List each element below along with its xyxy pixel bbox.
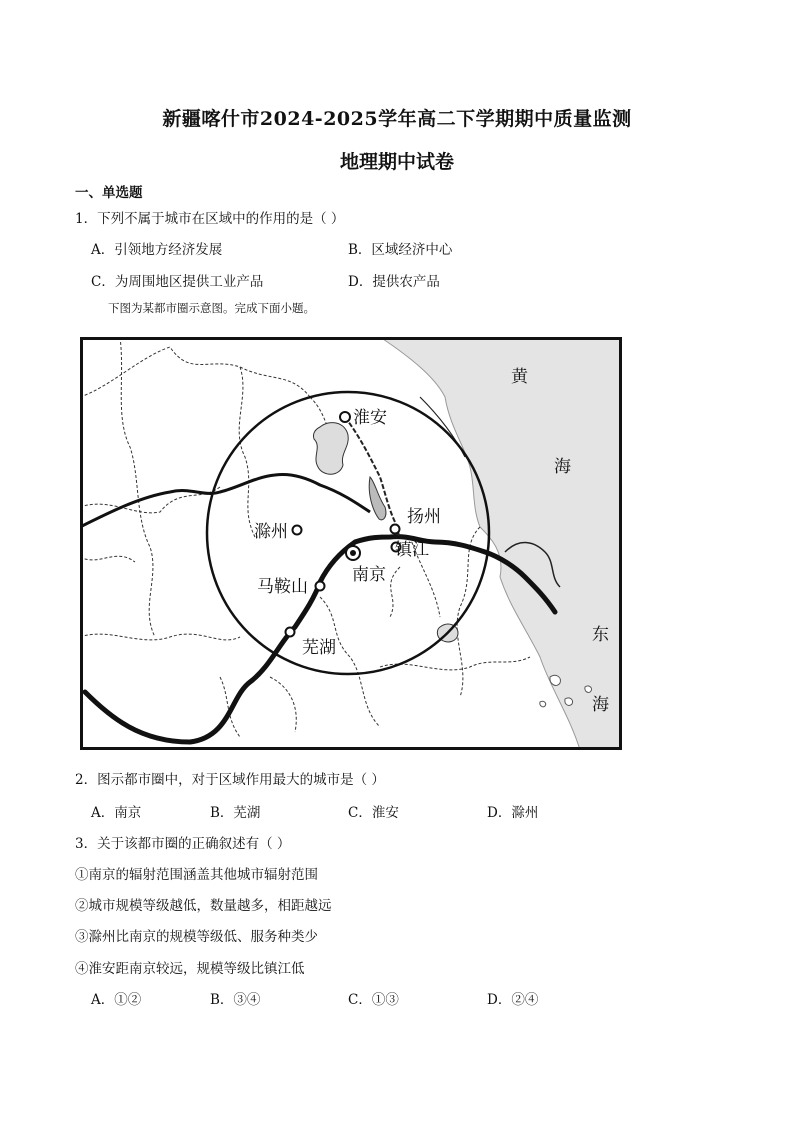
island [540, 701, 546, 706]
wuhu-marker [286, 628, 295, 637]
q2-option-a: A．南京 [91, 805, 142, 821]
island [550, 675, 560, 685]
lake [369, 477, 386, 520]
question-1-stem: 1．下列不属于城市在区域中的作用的是（ ） [75, 211, 345, 227]
island [585, 686, 592, 692]
zhenjiang-label: 镇江 [395, 540, 429, 560]
chuzhou-label: 滁州 [254, 522, 288, 542]
section-heading: 一、单选题 [75, 185, 143, 201]
q3-option-a: A．①② [91, 992, 142, 1008]
q3-option-d: D．②④ [487, 992, 539, 1008]
q2-option-b: B．芜湖 [210, 805, 261, 821]
nanjing-label: 南京 [352, 565, 386, 585]
chuzhou-marker [293, 526, 302, 535]
question-2-stem: 2．图示都市圈中，对于区域作用最大的城市是（ ） [75, 772, 385, 788]
metropolitan-map [80, 337, 622, 750]
maanshan-label: 马鞍山 [257, 577, 308, 597]
lake [313, 423, 348, 475]
map-intro: 下图为某都市圈示意图。完成下面小题。 [108, 301, 315, 315]
q3-statement-4: ④淮安距南京较远，规模等级比镇江低 [75, 961, 305, 977]
huai-river [80, 474, 370, 527]
maanshan-marker [316, 582, 325, 591]
q3-statement-1: ①南京的辐射范围涵盖其他城市辐射范围 [75, 867, 318, 883]
q1-option-d: D．提供农产品 [348, 274, 440, 290]
question-3-stem: 3．关于该都市圈的正确叙述有（ ） [75, 836, 291, 852]
nanjing-marker-inner [350, 550, 356, 556]
island [565, 698, 573, 705]
sea-label-dong: 东 [592, 625, 609, 645]
sea-label-hai-1: 海 [554, 457, 571, 477]
q3-option-b: B．③④ [210, 992, 261, 1008]
sea-label-hai-2: 海 [592, 695, 609, 715]
q1-option-b: B．区域经济中心 [348, 242, 453, 258]
exam-title: 新疆喀什市2024-2025学年高二下学期期中质量监测 [162, 108, 632, 130]
grand-canal [345, 417, 400, 537]
q3-statement-2: ②城市规模等级越低，数量越多，相距越远 [75, 898, 332, 914]
exam-subtitle: 地理期中试卷 [339, 151, 454, 173]
q2-option-c: C．淮安 [348, 805, 399, 821]
q1-option-c: C．为周围地区提供工业产品 [91, 274, 264, 290]
huaian-label: 淮安 [353, 408, 387, 428]
q3-statement-3: ③滁州比南京的规模等级低、服务种类少 [75, 929, 318, 945]
wuhu-label: 芜湖 [302, 638, 336, 658]
yangzhou-label: 扬州 [407, 507, 441, 527]
sea-label-huang: 黄 [511, 367, 528, 387]
yangzhou-marker [391, 525, 400, 534]
q3-option-c: C．①③ [348, 992, 399, 1008]
q2-option-d: D．滁州 [487, 805, 539, 821]
huaian-marker [340, 412, 350, 422]
q1-option-a: A．引领地方经济发展 [91, 242, 223, 258]
